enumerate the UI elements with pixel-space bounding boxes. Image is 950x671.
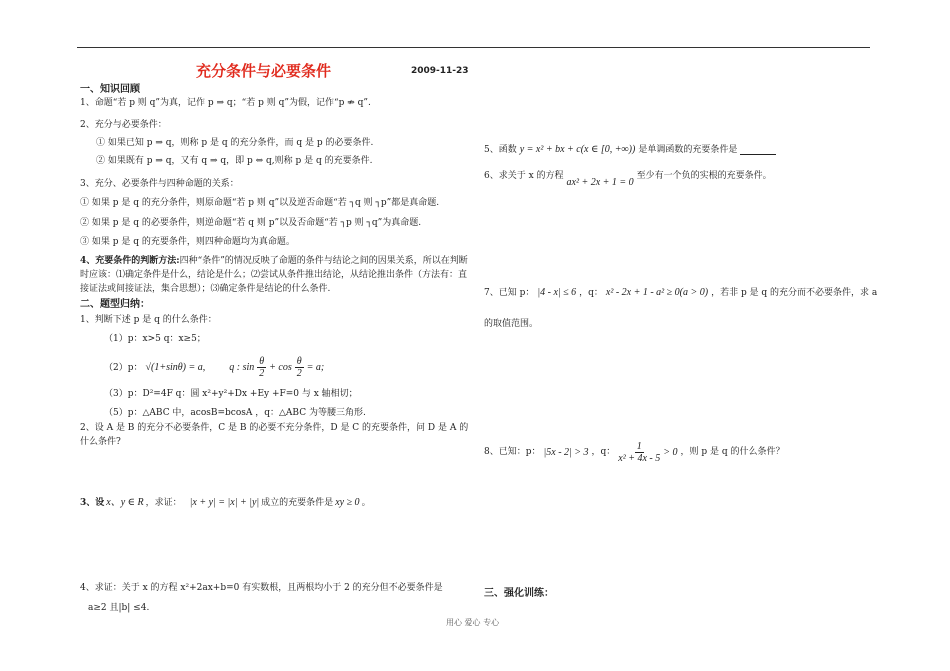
question-8-gt-zero: > 0 xyxy=(663,447,678,458)
question-1-part-2-p: √(1+sinθ) = a, xyxy=(145,361,206,373)
section-knowledge-review: 一、知识回顾 xyxy=(80,84,140,95)
question-3 xyxy=(80,497,371,509)
question-4-line-2: a≥2 且|b| ≤4. xyxy=(88,603,150,613)
question-1-part-2-q-cos: + cos xyxy=(269,361,292,373)
item-2-a: ① 如果已知 p ⇒ q，则称 p 是 q 的充分条件，而 q 是 p 的必要条件. xyxy=(96,138,374,148)
question-5 xyxy=(484,144,776,156)
question-1-part-2 xyxy=(104,356,324,379)
question-6 xyxy=(484,170,772,188)
question-5-lead: 5、函数 xyxy=(484,145,517,155)
question-7-lead: 7、已知 p： xyxy=(484,288,535,298)
page-date: 2009-11-23 xyxy=(411,66,469,76)
header-rule xyxy=(77,47,870,48)
question-1-part-3: （3）p：D²=4F q：圆 x²+y²+Dx +Ey +F=0 与 x 轴相切； xyxy=(104,389,358,399)
question-3-end: 。 xyxy=(361,498,371,508)
question-1-part-5: （5）p：△ABC 中，acosB=bcosA ，q：△ABC 为等腰三角形. xyxy=(104,408,366,418)
section-reinforcement: 三、强化训练： xyxy=(484,588,554,599)
item-4-body: 四种“条件”的情况反映了命题的条件与结论之间的因果关系，所以在判断时应该：⑴确定条件是什么，结论是什么；⑵尝试从条件推出结论，从结论推出条件（方法有：直接证法或间接证法，集合思想）；⑶确定条件是结论的什么条件. xyxy=(80,256,468,294)
question-3-lead: 3、设 xyxy=(80,498,105,508)
question-3-mid: 成立的充要条件是 xyxy=(261,498,334,508)
question-1-part-2-label: （2）p： xyxy=(104,362,143,373)
item-4-lead: 4、充要条件的判断方法: xyxy=(80,256,180,266)
question-7 xyxy=(484,287,877,299)
question-6-lead: 6、求关于 x 的方程 xyxy=(484,171,564,181)
item-3-b: ② 如果 p 是 q 的必要条件，则逆命题“若 q 则 p”以及否命题“若 ┐p 则 ┐q”为真命题. xyxy=(80,218,422,228)
question-7-ask: ，若非 p 是 q 的充分而不必要条件，求 a xyxy=(711,288,878,298)
question-7-q-label: ，q： xyxy=(579,288,603,298)
question-5-function: y = x² + bx + c(x ∈ [0, +∞)) xyxy=(519,144,636,155)
question-3-prove: ，求证： xyxy=(145,498,182,508)
question-1-part-2-q-end: = a; xyxy=(306,361,325,373)
question-4-line-1: 4、求证：关于 x 的方程 x²+2ax+b=0 有实数根，且两根均小于 2 的充分但不必要条件是 xyxy=(80,583,443,593)
page-footer: 用心 爱心 专心 xyxy=(446,618,500,627)
question-8-p: |5x - 2| > 3 xyxy=(543,447,589,458)
question-7-p: |4 - x| ≤ 6 xyxy=(537,287,577,298)
item-4 xyxy=(80,254,470,296)
section-question-types: 二、题型归纳： xyxy=(80,299,150,310)
question-5-ask: 是单调函数的充要条件是 xyxy=(638,145,738,155)
question-6-ask: 至少有一个负的实根的充要条件。 xyxy=(636,171,772,181)
item-3-a: ① 如果 p 是 q 的充分条件，则原命题“若 p 则 q”以及逆否命题“若 ┐q 则 ┐p”都是真命题. xyxy=(80,198,440,208)
question-3-domain: x、y ∈ R xyxy=(106,497,144,508)
question-8 xyxy=(484,441,784,464)
question-1-part-1: （1）p：x>5 q：x≥5； xyxy=(104,334,206,344)
question-8-ask: ，则 p 是 q 的什么条件？ xyxy=(680,447,785,457)
item-2-heading: 2、充分与必要条件： xyxy=(80,120,167,130)
item-2-b: ② 如果既有 p ⇒ q，又有 q ⇒ q，即 p ⇔ q,则称 p 是 q 的充要条件. xyxy=(96,156,373,166)
question-2: 2、设 A 是 B 的充分不必要条件，C 是 B 的必要不充分条件，D 是 C 的充要条件，问 D 是 A 的什么条件? xyxy=(80,423,469,447)
question-7-line-2: 的取值范围。 xyxy=(484,319,539,329)
question-8-q-label: ，q： xyxy=(591,447,616,457)
question-5-answer-blank xyxy=(740,145,776,155)
page-title: 充分条件与必要条件 xyxy=(196,62,332,80)
theta-over-two-fraction-1: $\frac{\theta}{2}$ xyxy=(259,356,265,379)
theta-over-two-fraction-2: $\frac{\theta}{2}$ xyxy=(296,356,302,379)
question-7-q: x² - 2x + 1 - a² ≥ 0(a > 0) xyxy=(605,287,709,298)
item-1: 1、命题“若 p 则 q”为真，记作 p ⇒ q；“若 p 则 q”为假，记作“p ⇏ q”. xyxy=(80,98,371,108)
item-3-heading: 3、充分、必要条件与四种命题的关系： xyxy=(80,179,239,189)
question-8-fraction: $\frac{1}{\text{x² + 4x - 5}}$ xyxy=(618,441,661,464)
item-3-c: ③ 如果 p 是 q 的充要条件，则四种命题均为真命题。 xyxy=(80,237,295,247)
question-8-lead: 8、已知：p： xyxy=(484,447,541,457)
question-6-equation: ax² + 2x + 1 = 0 xyxy=(566,177,634,188)
question-3-equation: |x + y| = |x| + |y| xyxy=(189,497,260,508)
question-1-heading: 1、判断下述 p 是 q 的什么条件： xyxy=(80,315,217,325)
question-3-condition: xy ≥ 0 xyxy=(335,497,360,508)
question-1-part-2-q-sin: q : sin xyxy=(229,361,255,373)
